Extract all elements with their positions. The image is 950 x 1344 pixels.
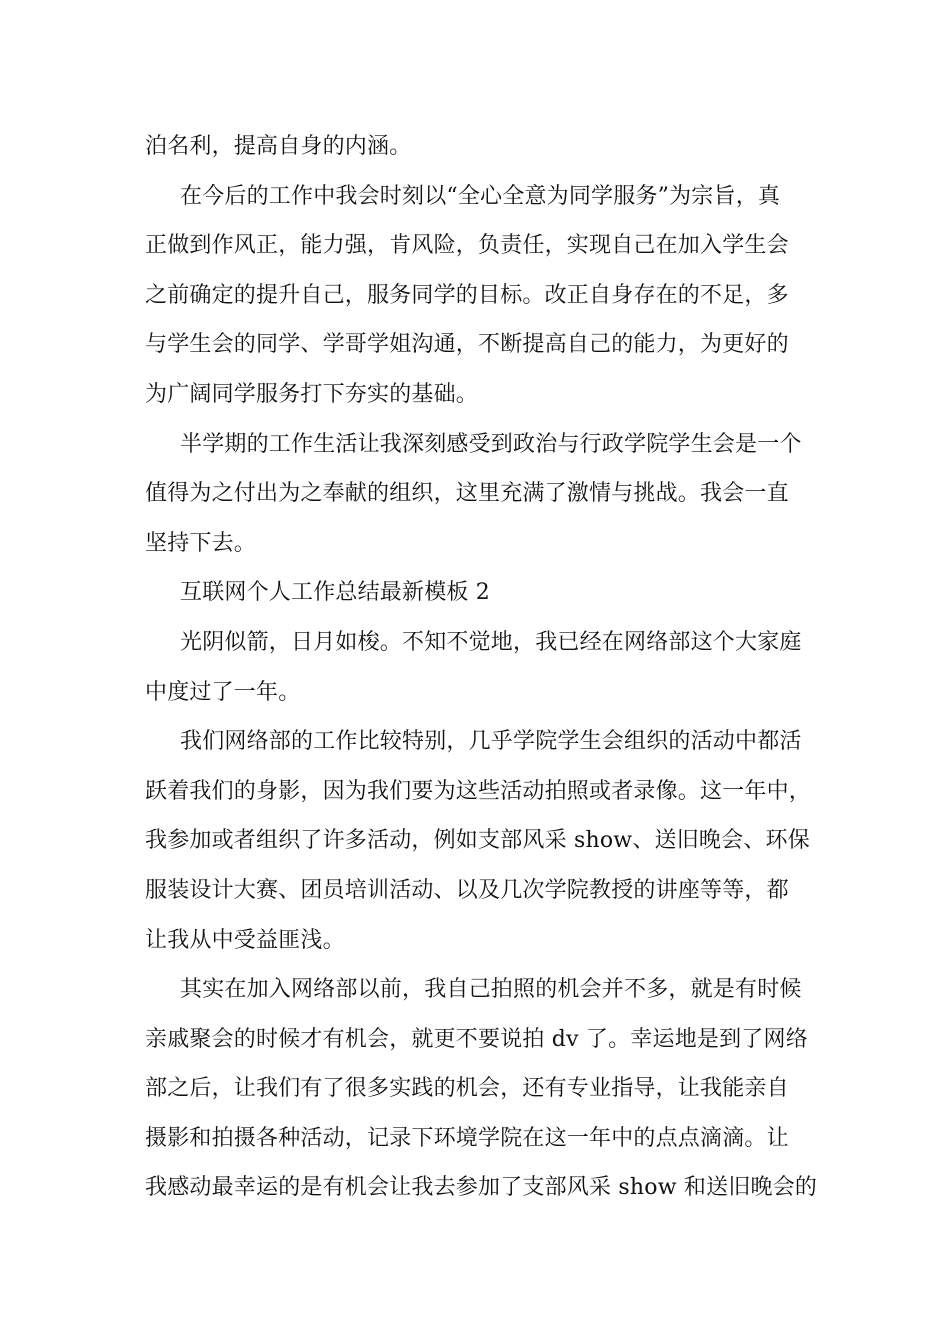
text-line: 与学生会的同学、学哥学姐沟通，不断提高自己的能力，为更好的 xyxy=(145,332,789,358)
text-line: 亲戚聚会的时候才有机会，就更不要说拍 dv 了。幸运地是到了网络 xyxy=(145,1026,808,1052)
text-line: 光阴似箭，日月如梭。不知不觉地，我已经在网络部这个大家庭 xyxy=(180,629,802,655)
text-line: 半学期的工作生活让我深刻感受到政治与行政学院学生会是一个 xyxy=(180,431,802,457)
text-line: 在今后的工作中我会时刻以“全心全意为同学服务”为宗旨，真 xyxy=(180,183,781,209)
text-line: 我感动最幸运的是有机会让我去参加了支部风采 show 和送旧晚会的 xyxy=(145,1175,818,1201)
text-line: 其实在加入网络部以前，我自己拍照的机会并不多，就是有时候 xyxy=(180,977,802,1003)
section-heading: 互联网个人工作总结最新模板 2 xyxy=(180,580,490,606)
text-line: 为广阔同学服务打下夯实的基础。 xyxy=(145,381,479,407)
text-line: 我参加或者组织了许多活动，例如支部风采 show、送旧晚会、环保 xyxy=(145,828,810,854)
text-line: 坚持下去。 xyxy=(145,530,257,556)
text-line: 值得为之付出为之奉献的组织，这里充满了激情与挑战。我会一直 xyxy=(145,481,789,507)
text-line: 泊名利，提高自身的内涵。 xyxy=(145,134,412,159)
text-line: 部之后，让我们有了很多实践的机会，还有专业指导，让我能亲自 xyxy=(145,1076,789,1102)
text-line: 让我从中受益匪浅。 xyxy=(145,927,345,953)
document-body xyxy=(145,122,818,1213)
text-line: 跃着我们的身影，因为我们要为这些活动拍照或者录像。这一年中， xyxy=(145,778,812,804)
text-line: 之前确定的提升自己，服务同学的目标。改正自身存在的不足，多 xyxy=(145,282,789,308)
text-line: 摄影和拍摄各种活动，记录下环境学院在这一年中的点点滴滴。让 xyxy=(145,1125,789,1151)
text-line: 正做到作风正，能力强，肯风险，负责任，实现自己在加入学生会 xyxy=(145,233,789,259)
text-line: 中度过了一年。 xyxy=(145,679,301,705)
text-line: 我们网络部的工作比较特别，几乎学院学生会组织的活动中都活 xyxy=(180,729,802,755)
text-line: 服装设计大赛、团员培训活动、以及几次学院教授的讲座等等，都 xyxy=(145,877,789,903)
